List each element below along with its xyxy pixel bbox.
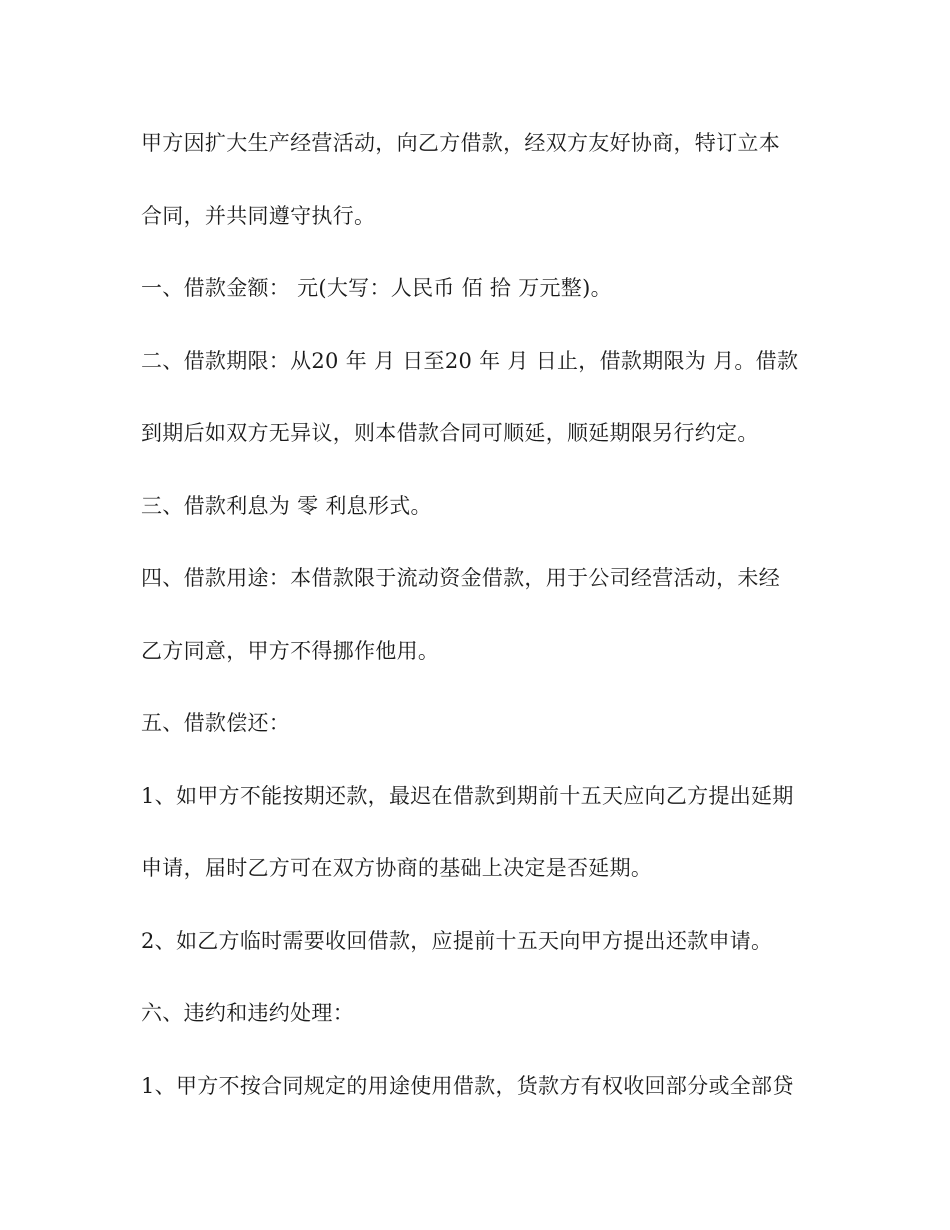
repayment-item-2: 2、如乙方临时需要收回借款，应提前十五天向甲方提出还款申请。	[141, 929, 773, 953]
clause-repayment-heading: 五、借款偿还：	[141, 711, 291, 735]
clause-loan-purpose-line-1: 四、借款用途：本借款限于流动资金借款，用于公司经营活动，未经	[141, 566, 780, 590]
clause-loan-amount: 一、借款金额： 元(大写：人民币 佰 拾 万元整)。	[141, 276, 612, 300]
paragraph-intro-line-2: 合同，并共同遵守执行。	[141, 204, 376, 228]
clause-loan-term-line-1: 二、借款期限：从20 年 月 日至20 年 月 日止，借款期限为 月。借款	[141, 349, 799, 373]
clause-loan-interest: 三、借款利息为 零 利息形式。	[141, 494, 432, 518]
clause-loan-term-line-2: 到期后如双方无异议，则本借款合同可顺延，顺延期限另行约定。	[141, 421, 759, 445]
breach-item-1-line-1: 1、甲方不按合同规定的用途使用借款，货款方有权收回部分或全部贷	[141, 1074, 794, 1098]
repayment-item-1-line-2: 申请，届时乙方可在双方协商的基础上决定是否延期。	[141, 856, 653, 880]
paragraph-intro-line-1: 甲方因扩大生产经营活动，向乙方借款，经双方友好协商，特订立本	[141, 131, 780, 155]
clause-breach-heading: 六、违约和违约处理：	[141, 1001, 354, 1025]
repayment-item-1-line-1: 1、如甲方不能按期还款，最迟在借款到期前十五天应向乙方提出延期	[141, 784, 794, 808]
clause-loan-purpose-line-2: 乙方同意，甲方不得挪作他用。	[141, 639, 440, 663]
